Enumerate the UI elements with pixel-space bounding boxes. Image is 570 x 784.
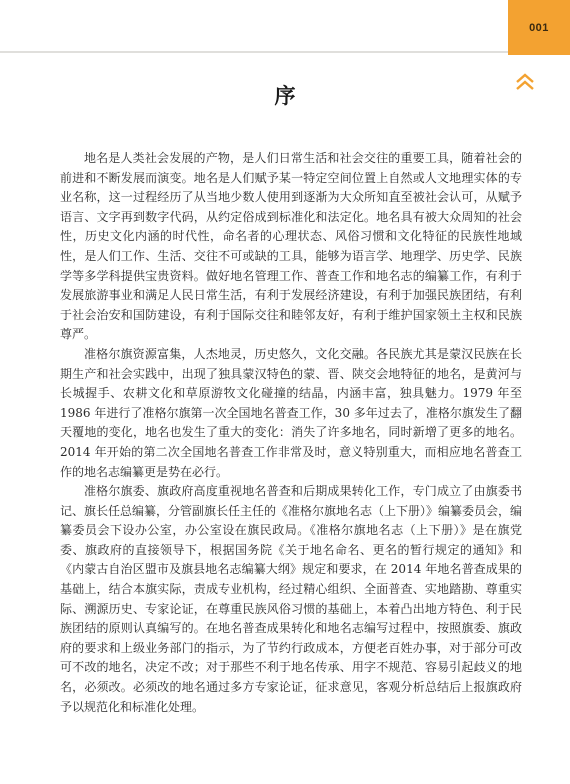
page-number: 001	[529, 21, 549, 34]
paragraph: 准格尔旗资源富集，人杰地灵，历史悠久，文化交融。各民族尤其是蒙汉民族在长期生产和社会实践中，出现了独具蒙汉特色的蒙、晋、陕交会地特征的地名，是黄河与长城握手、农耕文化和草原游牧文化碰撞的结晶，内涵丰富，独具魅力。1979 年至 1986 年进行了准格尔旗第一次全国地名普查工作，30 多年过去了，准格尔旗发生了翻天覆地的变化，地名也发生了重大的变化：消失了许多地名，同时新增了更多的地名。2014 年开始的第二次全国地名普查工作非常及时，意义特别重大，而相应地名普查工作的地名志编纂更是势在必行。	[60, 346, 522, 479]
paragraph: 准格尔旗委、旗政府高度重视地名普查和后期成果转化工作，专门成立了由旗委书记、旗长任总编纂，分管副旗长任主任的《准格尔旗地名志（上下册）》编纂委员会，编纂委员会下设办公室，办公室设在旗民政局。《准格尔旗地名志（上下册）》是在旗党委、旗政府的直接领导下，根据国务院《关于地名命名、更名的暂行规定的通知》和《内蒙古自治区盟市及旗县地名志编纂大纲》规定和要求，在 2014 年地名普查成果的基础上，结合本旗实际，责成专业机构，经过精心组织、全面普查、实地踏勘、尊重实际、溯源历史、专家论证，在尊重民族风俗习惯的基础上，本着凸出地方特色、利于民族团结的原则认真编写的。在地名普查成果转化和地名志编写过程中，按照旗委、旗政府的要求和上级业务部门的指示，为了节约行政成本，方便老百姓办事，对于部分可改可不改的地名，决定不改；对于那些不利于地名传承、用字不规范、容易引起歧义的地名，必须改。必须改的地名通过多方专家论证，征求意见，客观分析总结后上报旗政府予以规范化和标准化处理。	[60, 484, 523, 714]
preface-body	[60, 149, 522, 717]
paragraph: 地名是人类社会发展的产物，是人们日常生活和社会交往的重要工具，随着社会的前进和不断发展而演变。地名是人们赋予某一特定空间位置上自然或人文地理实体的专业名称，这一过程经历了从当地少数人使用到逐渐为大众所知直至被社会认可，从赋予语言、文字再到数字代码，从约定俗成到标准化和法定化。地名具有被大众周知的社会性，历史文化内涵的时代性，命名者的心理状态、风俗习惯和文化特征的民族性地域性，是人们工作、生活、交往不可或缺的工具，能够为语言学、地理学、历史学、民族学等多学科提供宝贵资料。做好地名管理工作、普查工作和地名志的编纂工作，有利于发展旅游事业和满足人民日常生活，有利于发展经济建设，有利于加强民族团结，有利于社会治安和国防建设，有利于国际交往和睦邻友好，有利于维护国家领土主权和民族尊严。	[60, 151, 522, 342]
page-number-tab	[508, 0, 570, 55]
header-rule	[0, 51, 508, 53]
page-title: 序	[274, 84, 296, 108]
